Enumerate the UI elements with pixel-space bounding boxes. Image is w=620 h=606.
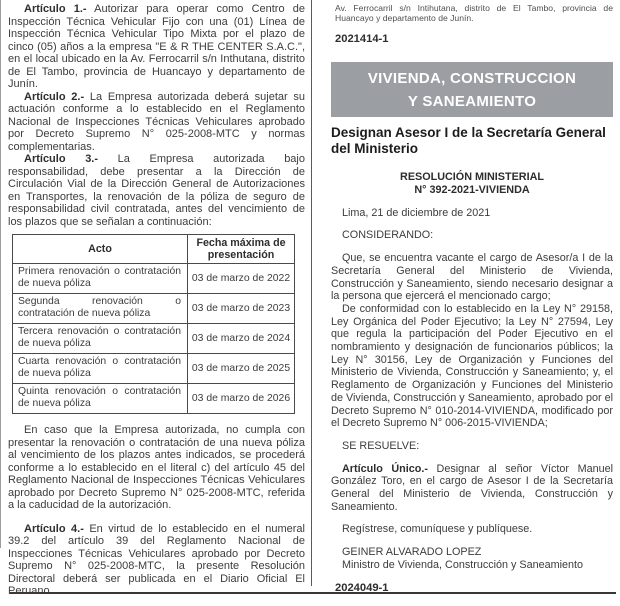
column-header-fecha: Fecha máxima de presentación bbox=[188, 235, 295, 264]
table-row bbox=[13, 384, 295, 414]
dateline: Lima, 21 de diciembre de 2021 bbox=[342, 206, 491, 219]
acto-cell: Quinta renovación o contratación de nueva póliza bbox=[13, 384, 188, 414]
signatory-name: GEINER ALVARADO LOPEZ bbox=[342, 546, 482, 559]
renewal-table bbox=[12, 234, 295, 414]
article-1-text: Autorizar para operar como Centro de Inspección Técnica Vehicular Fijo con una (01) Línea de Inspección Técnica Vehicular Tipo Mixta por el plazo de cinco (05) años a la empresa "E & R THE CENTER S.A.C.", en el local ubicado en la Av. Ferrocarril s/n Inthutana, distrito de El Tambo, provincia de Huancayo y departamento de Junín. bbox=[8, 3, 305, 90]
acto-cell: Primera renovación o contratación de nueva póliza bbox=[13, 264, 188, 294]
fecha-cell: 03 de marzo de 2026 bbox=[188, 384, 295, 414]
article-2-text: La Empresa autorizada deberá sujetar su actuación conforme a lo establecido en el Reglamento Nacional de Inspecciones Técnicas Vehiculares aprobado por Decreto Supremo N° 025-2008-MTC y normas complementarias. bbox=[8, 90, 305, 153]
considerando-label: CONSIDERANDO: bbox=[342, 229, 434, 242]
article-3-label: Artículo 3.- bbox=[24, 153, 99, 165]
signature-block bbox=[331, 546, 613, 571]
fecha-cell: 03 de marzo de 2023 bbox=[188, 294, 295, 324]
acto-cell: Cuarta renovación o contratación de nueva póliza bbox=[13, 354, 188, 384]
closing-formula: Regístrese, comuníquese y publíquese. bbox=[342, 523, 533, 536]
fecha-cell: 03 de marzo de 2025 bbox=[188, 354, 295, 384]
considerando-paragraph-2: De conformidad con lo establecido en la Ley N° 29158, Ley Orgánica del Poder Ejecutivo; la Ley N° 27594, Ley que regula la participación del Poder Ejecutivo en el nombramiento y designación de funcionarios públicos; la Ley N° 30156, Ley de Organización y Funciones del Ministerio de Vivienda, Construcción y Saneamiento; y, el Reglamento de Organización y Funciones del Ministerio de Vivienda, Construcción y Saneamiento, aprobado por el Decreto Supremo N° 010-2014-VIVIENDA, modificado por el Decreto Supremo N° 006-2015-VIVIENDA; bbox=[331, 302, 613, 430]
table-header-row bbox=[13, 235, 295, 264]
article-3-paragraph bbox=[8, 153, 305, 228]
right-column bbox=[331, 3, 613, 594]
articulo-unico-text: Designar al señor Víctor Manuel González Toro, en el cargo de Asesor I de la Secretaría General del Ministerio de Vivienda, Construcción y Saneamiento. bbox=[331, 462, 613, 513]
acto-cell: Tercera renovación o contratación de nueva póliza bbox=[13, 324, 188, 354]
article-title: Designan Asesor I de la Secretaría General del Ministerio bbox=[331, 124, 606, 157]
article-1-label: Artículo 1.- bbox=[24, 3, 87, 15]
section-banner-line1: VIVIENDA, CONSTRUCCION bbox=[367, 69, 577, 87]
article-2-paragraph bbox=[8, 91, 305, 154]
article-4-label: Artículo 4.- bbox=[24, 522, 84, 535]
gazette-code-bottom: 2024049-1 bbox=[335, 581, 389, 594]
gazette-code-top: 2021414-1 bbox=[335, 33, 389, 45]
article-1-paragraph bbox=[8, 3, 305, 91]
considerando-paragraph-1: Que, se encuentra vacante el cargo de Asesor/a I de la Secretaría General del Ministerio de Vivienda, Construcción y Saneamiento, siendo necesario designar a la persona que ejercerá el mencionado cargo; bbox=[331, 252, 613, 303]
section-banner bbox=[331, 62, 613, 117]
fecha-cell: 03 de marzo de 2024 bbox=[188, 324, 295, 354]
post-table-paragraph: En caso que la Empresa autorizada, no cumpla con presentar la renovación o contratación de una nueva póliza al vencimiento de los plazos antes indicados, se procederá conforme a lo establecido en el literal c) del artículo 45 del Reglamento Nacional de Inspecciones Técnicas Vehiculares aprobado por Decreto Supremo N° 025-2008-MTC, referida a la caducidad de la autorización. bbox=[8, 424, 305, 511]
carryover-text: Av. Ferrocarril s/n Intihutana, distrito de El Tambo, provincia de Huancayo y departamento de Junín. bbox=[335, 3, 613, 23]
articulo-unico-label: Artículo Único.- bbox=[342, 462, 428, 475]
articulo-unico-paragraph bbox=[331, 463, 613, 514]
resolution-number: N° 392-2021-VIVIENDA bbox=[414, 183, 530, 196]
resolution-heading bbox=[331, 171, 613, 197]
article-2-label: Artículo 2.- bbox=[24, 90, 85, 103]
column-header-acto: Acto bbox=[13, 235, 188, 264]
table-row bbox=[13, 354, 295, 384]
article-3-text: La Empresa autorizada bajo responsabilidad, debe presentar a la Dirección de Circulación Vial de la Dirección General de Autorizaciones en Transportes, la renovación de la póliza de seguro de responsabilidad civil contratada, antes del vencimiento de los plazos que se señalan a continuación: bbox=[8, 153, 305, 228]
column-divider bbox=[311, 0, 312, 586]
table-row bbox=[13, 294, 295, 324]
article-4-text: En virtud de lo establecido en el numeral 39.2 del artículo 39 del Reglamento Nacional de Inspecciones Técnicas Vehiculares aprobado por Decreto Supremo N° 025-2008-MTC, la presente Resolución Directoral deberá ser publicada en el Diario Oficial El Peruano. bbox=[8, 522, 305, 597]
signatory-title: Ministro de Vivienda, Construcción y Saneamiento bbox=[342, 558, 584, 571]
resolution-type: RESOLUCIÓN MINISTERIAL bbox=[400, 170, 544, 183]
fecha-cell: 03 de marzo de 2022 bbox=[188, 264, 295, 294]
section-banner-line2: Y SANEAMIENTO bbox=[407, 92, 537, 110]
left-column bbox=[8, 3, 305, 598]
resuelve-label: SE RESUELVE: bbox=[342, 439, 420, 452]
table-row bbox=[13, 324, 295, 354]
acto-cell: Segunda renovación o contratación de nueva póliza bbox=[13, 294, 188, 324]
left-page-divider bbox=[0, 0, 1, 548]
article-4-paragraph bbox=[8, 523, 305, 598]
table-row bbox=[13, 264, 295, 294]
